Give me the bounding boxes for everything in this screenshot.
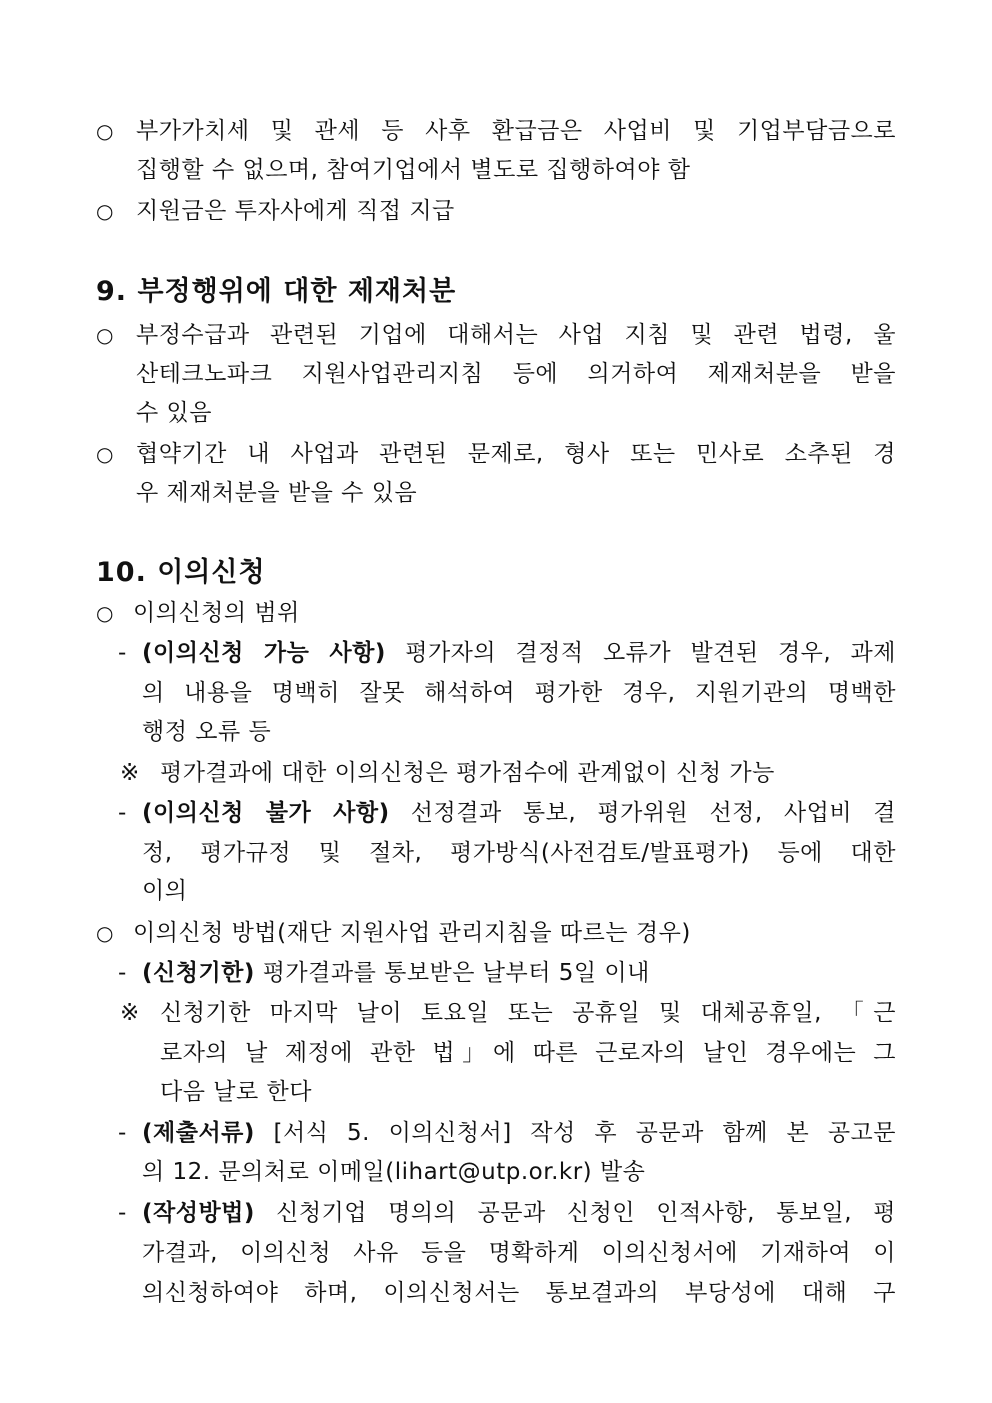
dash-marker: -	[118, 1200, 127, 1226]
text-line	[142, 1198, 896, 1228]
text-line: 지원금은 투자사에게 직접 지급	[136, 198, 455, 224]
text-line: 신청기한 마지막 날이 토요일 또는 공휴일 및 대체공휴일, 「근	[160, 1000, 896, 1026]
bullet-circle: ○	[96, 119, 114, 143]
section-10-heading: 10. 이의신청	[96, 557, 266, 588]
text-line: 의신청하여야 하며, 이의신청서는 통보결과의 부당성에 대해 구	[142, 1280, 896, 1306]
text-line: 이의	[142, 878, 188, 904]
label-possible: (이의신청 가능 사항)	[142, 640, 386, 666]
text-line: 이의신청 방법(재단 지원사업 관리지침을 따르는 경우)	[133, 920, 691, 946]
text-line: 다음 날로 한다	[160, 1079, 312, 1105]
label-docs: (제출서류)	[142, 1120, 255, 1146]
text-line: 가결과, 이의신청 사유 등을 명확하게 이의신청서에 기재하여 이	[142, 1240, 896, 1266]
section-9-heading: 9. 부정행위에 대한 제재처분	[96, 276, 457, 307]
text-line: 집행할 수 없으며, 참여기업에서 별도로 집행하여야 함	[136, 157, 691, 183]
text-fragment: 선정결과 통보, 평가위원 선정, 사업비 결	[389, 800, 896, 826]
bullet-circle: ○	[96, 442, 114, 466]
dash-marker: -	[118, 800, 127, 826]
text-line: 이의신청의 범위	[133, 600, 300, 626]
bullet-circle: ○	[96, 199, 114, 223]
text-line: 협약기간 내 사업과 관련된 문제로, 형사 또는 민사로 소추된 경	[136, 441, 896, 467]
bullet-circle: ○	[96, 921, 114, 945]
text-line	[142, 1118, 896, 1148]
bullet-circle: ○	[96, 323, 114, 347]
dash-marker: -	[118, 640, 127, 666]
text-line: 수 있음	[136, 400, 212, 426]
bullet-circle: ○	[96, 601, 114, 625]
note-marker: ※	[120, 1000, 140, 1026]
text-line	[142, 958, 650, 988]
text-fragment: 평가자의 결정적 오류가 발견된 경우, 과제	[385, 640, 896, 666]
dash-marker: -	[118, 1120, 127, 1146]
text-line: 부정수급과 관련된 기업에 대해서는 사업 지침 및 관련 법령, 울	[136, 322, 896, 348]
text-fragment: 평가결과를 통보받은 날부터 5일 이내	[254, 960, 650, 986]
label-howto: (작성방법)	[142, 1200, 255, 1226]
text-line: 로자의 날 제정에 관한 법」에 따른 근로자의 날인 경우에는 그	[160, 1040, 896, 1066]
text-line: 우 제재처분을 받을 수 있음	[136, 480, 418, 506]
text-line: 정, 평가규정 및 절차, 평가방식(사전검토/발표평가) 등에 대한	[142, 840, 896, 866]
text-line: 행정 오류 등	[142, 719, 272, 745]
text-line: 산테크노파크 지원사업관리지침 등에 의거하여 제재처분을 받을	[136, 361, 896, 387]
text-line: 부가가치세 및 관세 등 사후 환급금은 사업비 및 기업부담금으로	[136, 118, 896, 144]
label-impossible: (이의신청 불가 사항)	[142, 800, 390, 826]
text-line	[142, 638, 896, 668]
dash-marker: -	[118, 960, 127, 986]
label-deadline: (신청기한)	[142, 960, 255, 986]
text-fragment: [서식 5. 이의신청서] 작성 후 공문과 함께 본 공고문	[254, 1120, 896, 1146]
text-line: 의 12. 문의처로 이메일(lihart@utp.or.kr) 발송	[142, 1159, 646, 1185]
text-fragment: 신청기업 명의의 공문과 신청인 인적사항, 통보일, 평	[254, 1200, 896, 1226]
text-line: 평가결과에 대한 이의신청은 평가점수에 관계없이 신청 가능	[160, 760, 775, 786]
text-line: 의 내용을 명백히 잘못 해석하여 평가한 경우, 지원기관의 명백한	[142, 680, 896, 706]
note-marker: ※	[120, 760, 140, 786]
text-line	[142, 798, 896, 828]
